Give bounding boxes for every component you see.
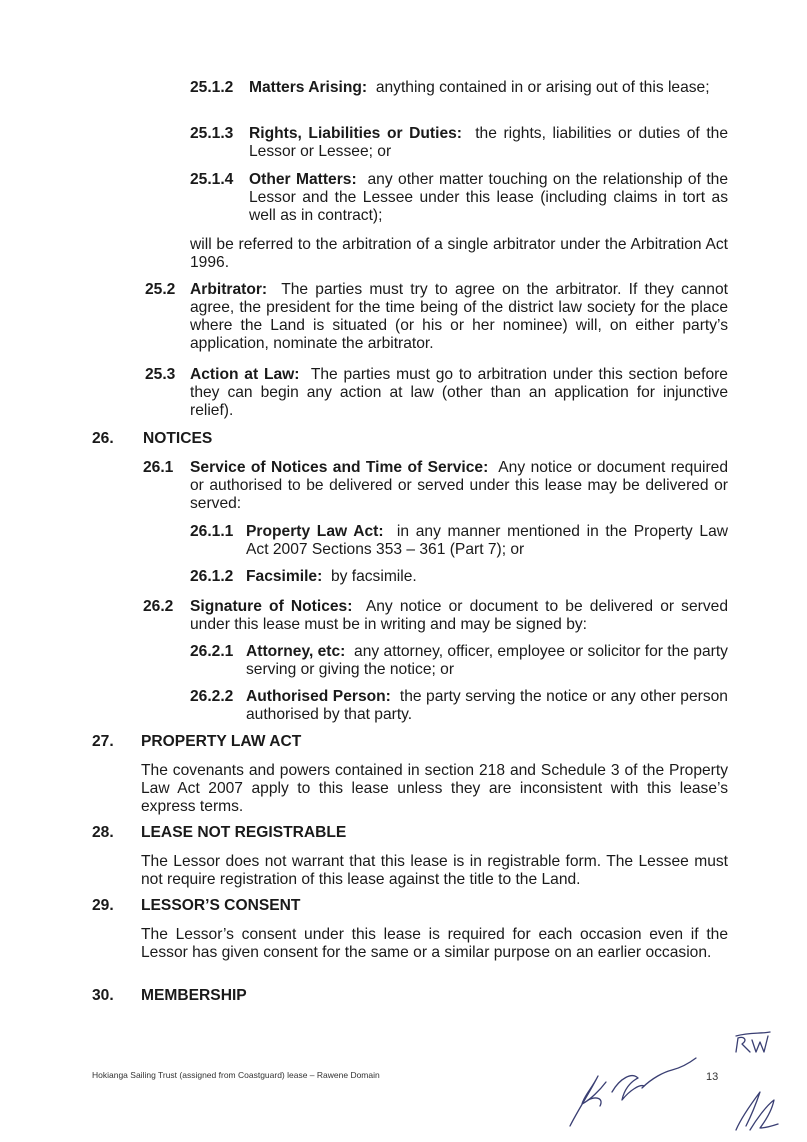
clause-title: Rights, Liabilities or Duties: — [249, 125, 462, 142]
clause-text: any attorney, officer, employee or solicitor for the party serving or giving the notice; or — [246, 643, 728, 678]
clause-text: The parties must go to arbitration under this section before they can begin any action at law (other than an application for injunctive relief). — [190, 366, 728, 419]
clause-title: Facsimile: — [246, 568, 323, 585]
clause-number: 26.2.1 — [190, 643, 234, 660]
clause-number: 25.1.3 — [190, 125, 234, 142]
clause-26-2-2 — [246, 688, 728, 724]
clause-26-2 — [190, 598, 728, 634]
signature-initials — [560, 1030, 805, 1138]
clause-number: 25.1.4 — [190, 171, 234, 188]
clause-number: 25.1.2 — [190, 79, 234, 96]
clause-title: Authorised Person: — [246, 688, 391, 705]
section-heading-membership: MEMBERSHIP — [141, 987, 247, 1004]
clause-25-1-2 — [249, 79, 728, 97]
section-number: 29. — [92, 897, 114, 914]
section-number: 30. — [92, 987, 114, 1004]
clause-25-1-tail: will be referred to the arbitration of a single arbitrator under the Arbitration Act 1996. — [190, 236, 728, 271]
clause-number: 26.2.2 — [190, 688, 234, 705]
clause-number: 26.1.1 — [190, 523, 234, 540]
clause-27-text: The covenants and powers contained in section 218 and Schedule 3 of the Property Law Act 2007 apply to this lease unless they are inconsistent with this lease’s express terms. — [141, 762, 728, 815]
clause-25-1-3 — [249, 125, 728, 161]
clause-number: 26.2 — [143, 598, 174, 615]
clause-25-2 — [190, 281, 728, 353]
clause-title: Other Matters: — [249, 171, 357, 188]
clause-number: 26.1.2 — [190, 568, 234, 585]
footer-text: Hokianga Sailing Trust (assigned from Coastguard) lease – Rawene Domain — [92, 1070, 380, 1080]
clause-text: in any manner mentioned in the Property Law Act 2007 Sections 353 – 361 (Part 7); or — [246, 523, 729, 558]
clause-26-1 — [190, 459, 728, 513]
clause-title: Arbitrator: — [190, 281, 268, 298]
clause-text: the party serving the notice or any other person authorised by that party. — [246, 688, 728, 723]
clause-text: the rights, liabilities or duties of the Lessor or Lessee; or — [249, 125, 728, 160]
clause-number: 25.3 — [145, 366, 176, 383]
clause-28-text: The Lessor does not warrant that this lease is in registrable form. The Lessee must not require registration of this lease against the title to the Land. — [141, 853, 728, 888]
clause-text: by facsimile. — [330, 568, 417, 585]
clause-text: any other matter touching on the relationship of the Lessor and the Lessee under this lease (including claims in tort as well as in contract); — [249, 171, 728, 224]
section-number: 28. — [92, 824, 114, 841]
clause-number: 26.1 — [143, 459, 174, 476]
section-heading-property-law-act: PROPERTY LAW ACT — [141, 733, 302, 750]
clause-title: Signature of Notices: — [190, 598, 353, 615]
clause-title: Action at Law: — [190, 366, 300, 383]
clause-25-3 — [190, 366, 728, 420]
clause-text: Any notice or document to be delivered or served under this lease must be in writing and may be signed by: — [190, 598, 728, 633]
section-number: 26. — [92, 430, 114, 447]
clause-title: Service of Notices and Time of Service: — [190, 459, 489, 476]
clause-text: Any notice or document required or authorised to be delivered or served under this lease may be delivered or served: — [190, 459, 728, 512]
clause-29-text: The Lessor’s consent under this lease is required for each occasion even if the Lessor has given consent for the same or a similar purpose on an earlier occasion. — [141, 926, 728, 961]
clause-text: anything contained in or arising out of this lease; — [375, 79, 710, 96]
section-number: 27. — [92, 733, 114, 750]
clause-26-1-1 — [246, 523, 728, 559]
section-heading-notices: NOTICES — [143, 430, 213, 447]
clause-text: The parties must try to agree on the arbitrator. If they cannot agree, the president for the time being of the district law society for the place where the Land is situated (or his or her nominee) will, on either party’s application, nominate the arbitrator. — [190, 281, 728, 352]
clause-25-1-4 — [249, 171, 728, 225]
section-heading-lessors-consent: LESSOR’S CONSENT — [141, 897, 301, 914]
clause-title: Attorney, etc: — [246, 643, 346, 660]
clause-title: Matters Arising: — [249, 79, 368, 96]
section-heading-lease-not-registrable: LEASE NOT REGISTRABLE — [141, 824, 347, 841]
page-number: 13 — [706, 1071, 719, 1083]
clause-title: Property Law Act: — [246, 523, 384, 540]
clause-number: 25.2 — [145, 281, 176, 298]
clause-26-2-1 — [246, 643, 728, 679]
clause-26-1-2 — [246, 568, 728, 586]
